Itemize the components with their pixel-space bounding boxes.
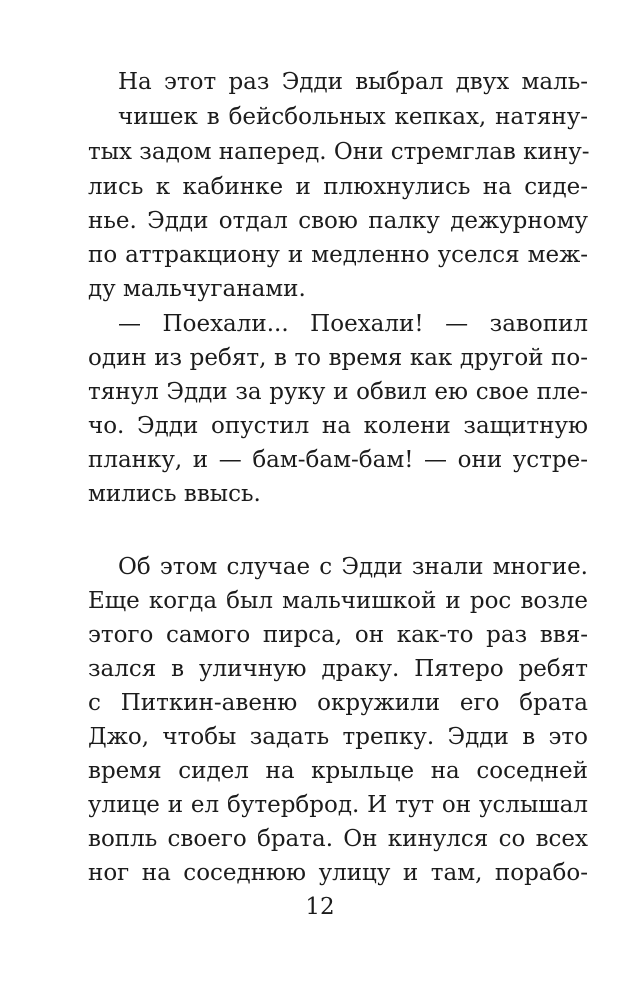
text-line: Джо, чтобы задать трепку. Эдди в это: [88, 724, 588, 750]
text-line: вопль своего брата. Он кинулся со всех: [88, 826, 588, 852]
text-line: зался в уличную драку. Пятеро ребят: [88, 656, 588, 682]
text-line: этого самого пирса, он как-то раз ввя-: [88, 622, 588, 648]
text-line: Еще когда был мальчишкой и рос возле: [88, 588, 588, 614]
text-line: один из ребят, в то время как другой по-: [88, 345, 588, 371]
text-line: мились ввысь.: [88, 481, 261, 507]
text-line: На этот раз Эдди выбрал двух маль-: [118, 69, 588, 95]
text-line: ду мальчуганами.: [88, 276, 306, 302]
text-line: по аттракциону и медленно уселся меж-: [88, 242, 588, 268]
text-line: чишек в бейсбольных кепках, натяну-: [118, 104, 588, 130]
text-line: время сидел на крыльце на соседней: [88, 758, 588, 784]
text-line: тянул Эдди за руку и обвил ею свое пле-: [88, 379, 588, 405]
text-line: Об этом случае с Эдди знали многие.: [118, 554, 588, 580]
text-line: чо. Эдди опустил на колени защитную: [88, 413, 588, 439]
text-line: ног на соседнюю улицу и там, порабо-: [88, 860, 588, 886]
text-line: — Поехали... Поехали! — завопил: [118, 311, 588, 337]
text-line: улице и ел бутерброд. И тут он услышал: [88, 792, 588, 818]
text-line: лись к кабинке и плюхнулись на сиде-: [88, 174, 588, 200]
text-line: тых задом наперед. Они стремглав кину-: [88, 139, 590, 165]
page-number: 12: [305, 894, 335, 920]
text-line: нье. Эдди отдал свою палку дежурному: [88, 208, 588, 234]
text-line: с Питкин-авеню окружили его брата: [88, 690, 588, 716]
text-line: планку, и — бам-бам-бам! — они устре-: [88, 447, 588, 473]
